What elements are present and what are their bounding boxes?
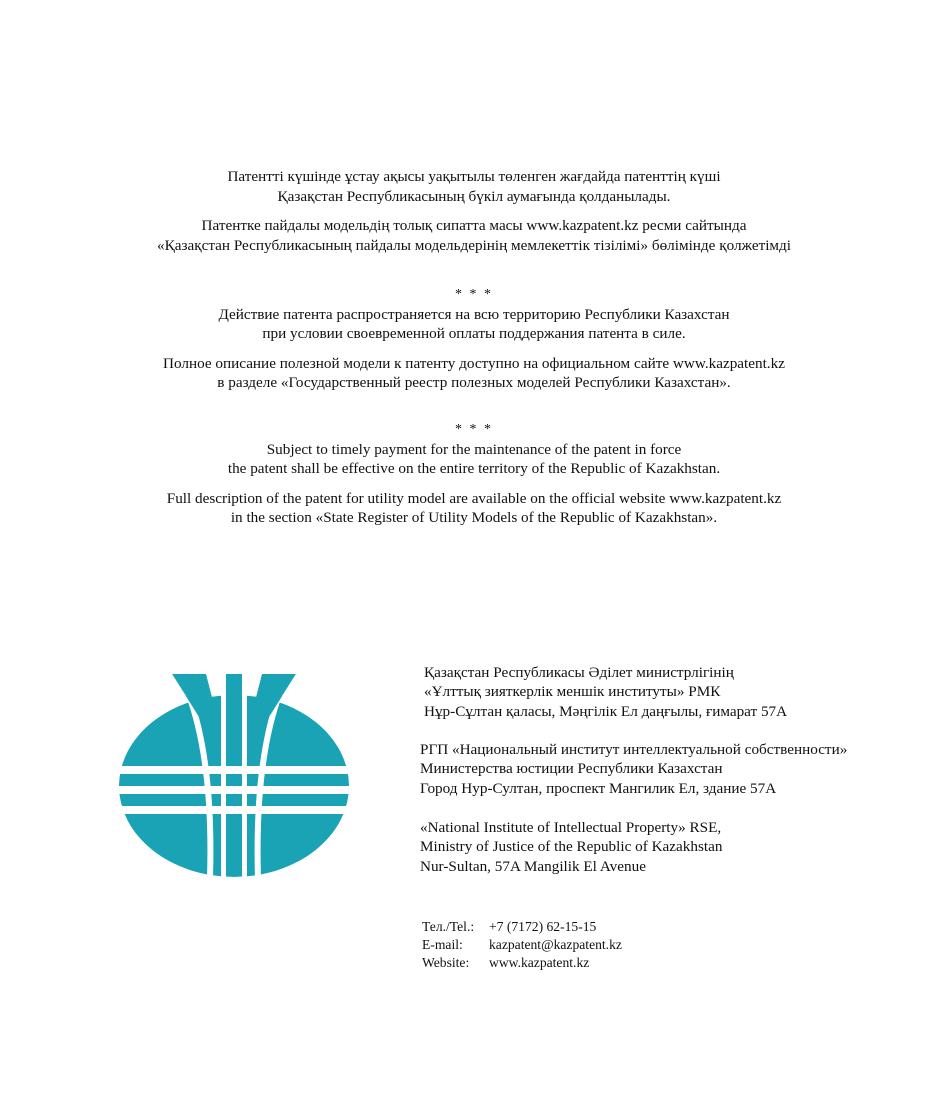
russian-line-3: Полное описание полезной модели к патенту доступно на официальном сайте www.kazpatent.kz bbox=[163, 354, 785, 372]
address-kz-line-2: «Ұлттық зияткерлік меншік институты» РМК bbox=[424, 683, 721, 701]
email-label: E-mail: bbox=[422, 937, 463, 952]
address-kz-line-1: Қазақстан Республикасы Әділет министрлігінің bbox=[424, 664, 734, 681]
address-english bbox=[420, 818, 722, 876]
kazakh-notice bbox=[0, 167, 948, 255]
separator-1: * * * bbox=[455, 287, 493, 302]
russian-notice bbox=[0, 285, 948, 393]
russian-line-1: Действие патента распространяется на всю территорию Республики Казахстан bbox=[218, 305, 730, 323]
english-notice bbox=[0, 420, 948, 528]
website-value[interactable]: www.kazpatent.kz bbox=[489, 955, 590, 970]
kazakh-line-2: Қазақстан Республикасының бүкіл аумағында қолданылады. bbox=[277, 187, 671, 205]
phone-value: +7 (7172) 62-15-15 bbox=[489, 919, 597, 934]
address-ru-line-2: Министерства юстиции Республики Казахстан bbox=[420, 760, 723, 778]
address-en-line-2: Ministry of Justice of the Republic of Kazakhstan bbox=[420, 838, 723, 856]
contact-info bbox=[422, 918, 622, 972]
email-value[interactable]: kazpatent@kazpatent.kz bbox=[489, 937, 622, 952]
separator-2: * * * bbox=[455, 422, 493, 437]
address-kz-line-3: Нұр-Сұлтан қаласы, Мәңгілік Ел даңғылы, ғимарат 57А bbox=[424, 702, 788, 720]
address-ru-line-3: Город Нур-Султан, проспект Мангилик Ел, здание 57А bbox=[420, 779, 777, 797]
kazpatent-logo-icon bbox=[118, 674, 350, 878]
kazakh-line-1: Патентті күшінде ұстау ақысы уақытылы төленген жағдайда патенттің күші bbox=[227, 168, 721, 185]
phone-label: Тел./Tel.: bbox=[422, 919, 475, 934]
russian-line-4: в разделе «Государственный реестр полезных моделей Республики Казахстан». bbox=[217, 374, 731, 391]
english-line-3: Full description of the patent for utility model are available on the official website www.kazpatent.kz bbox=[166, 489, 782, 507]
english-line-1: Subject to timely payment for the maintenance of the patent in force bbox=[266, 440, 682, 458]
website-row bbox=[422, 954, 622, 972]
kazakh-line-4: «Қазақстан Республикасының пайдалы модельдерінің мемлекеттік тізілімі» бөлімінде қолжетімді bbox=[157, 236, 791, 254]
email-row bbox=[422, 936, 622, 954]
phone-row bbox=[422, 918, 622, 936]
kazakh-line-3: Патентке пайдалы модельдің толық сипатта масы www.kazpatent.kz ресми сайтында bbox=[201, 217, 747, 234]
russian-line-2: при условии своевременной оплаты поддержания патента в силе. bbox=[262, 325, 686, 342]
website-label: Website: bbox=[422, 955, 470, 970]
address-ru-line-1: РГП «Национальный институт интеллектуальной собственности» bbox=[420, 741, 848, 758]
english-line-4: in the section «State Register of Utility Models of the Republic of Kazakhstan». bbox=[230, 509, 718, 526]
address-kazakh bbox=[424, 663, 787, 721]
english-line-2: the patent shall be effective on the entire territory of the Republic of Kazakhstan. bbox=[227, 460, 721, 477]
address-en-line-1: «National Institute of Intellectual Property» RSE, bbox=[420, 819, 722, 836]
address-russian bbox=[420, 740, 847, 798]
address-en-line-3: Nur-Sultan, 57A Mangilik El Avenue bbox=[420, 857, 646, 875]
